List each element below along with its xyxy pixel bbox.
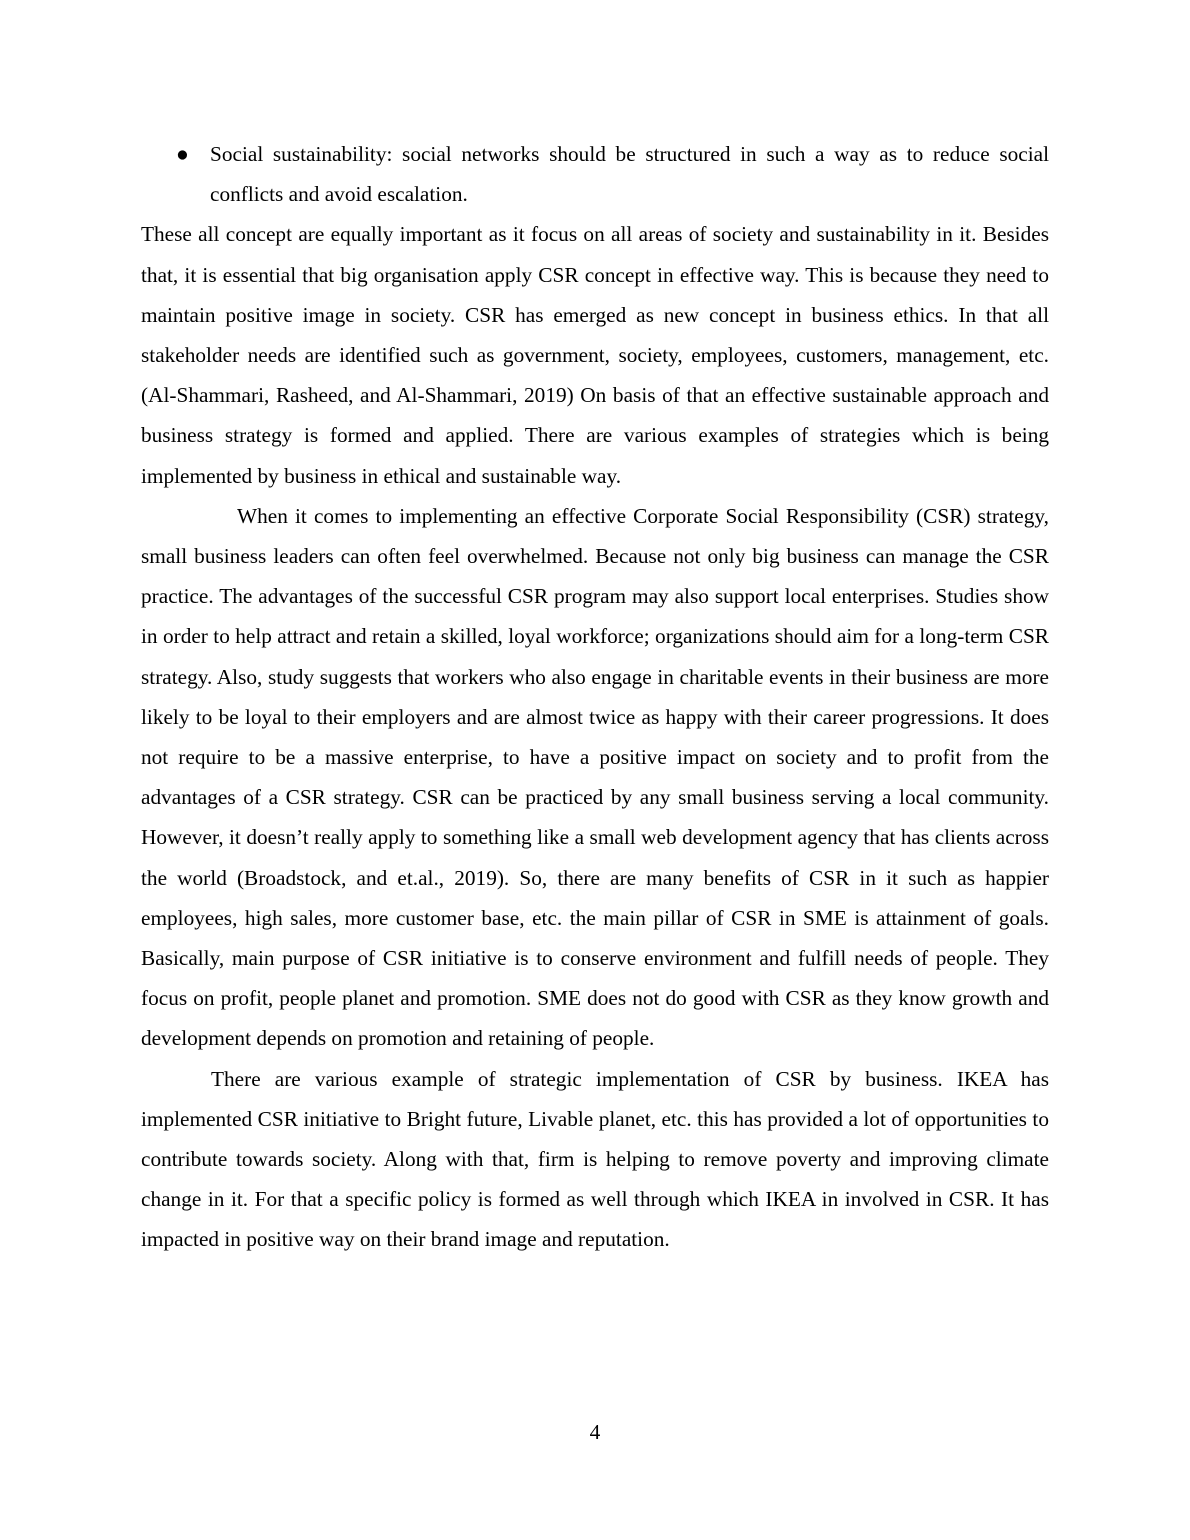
page-content — [141, 134, 1049, 1260]
paragraph-csr-concept: These all concept are equally important as it focus on all areas of society and sustainability in it. Besides that, it is essential that big organisation apply CSR concept in effective way. This is because they need to maintain positive image in society. CSR has emerged as new concept in business ethics. In that all stakeholder needs are identified such as government, society, employees, customers, management, etc. (Al-Shammari, Rasheed, and Al-Shammari, 2019) On basis of that an effective sustainable approach and business strategy is formed and applied. There are various examples of strategies which is being implemented by business in ethical and sustainable way. — [141, 222, 1049, 488]
paragraph-small-business-csr: When it comes to implementing an effective Corporate Social Responsibility (CSR) strategy, small business leaders can often feel overwhelmed. Because not only big business can manage the CSR practice. The advantages of the successful CSR program may also support local enterprises. Studies show in order to help attract and retain a skilled, loyal workforce; organizations should aim for a long-term CSR strategy. Also, study suggests that workers who also engage in charitable events in their business are more likely to be loyal to their employers and are almost twice as happy with their career progressions. It does not require to be a massive enterprise, to have a positive impact on society and to profit from the advantages of a CSR strategy. CSR can be practiced by any small business serving a local community. However, it doesn’t really apply to something like a small web development agency that has clients across the world (Broadstock, and et.al., 2019). So, there are many benefits of CSR in it such as happier employees, high sales, more customer base, etc. the main pillar of CSR in SME is attainment of goals. Basically, main purpose of CSR initiative is to conserve environment and fulfill needs of people. They focus on profit, people planet and promotion. SME does not do good with CSR as they know growth and development depends on promotion and retaining of people. — [141, 503, 1049, 1051]
bullet-list-item — [141, 134, 1049, 214]
paragraph-ikea-example: There are various example of strategic implementation of CSR by business. IKEA has implemented CSR initiative to Bright future, Livable planet, etc. this has provided a lot of opportunities to contribute towards society. Along with that, firm is helping to remove poverty and improving climate change in it. For that a specific policy is formed as well through which IKEA in involved in CSR. It has impacted in positive way on their brand image and reputation. — [141, 1066, 1049, 1252]
page-number: 4 — [589, 1420, 601, 1444]
bullet-icon: ● — [176, 142, 189, 166]
bullet-text: Social sustainability: social networks should be structured in such a way as to reduce social conflicts and avoid escalation. — [210, 142, 1049, 207]
